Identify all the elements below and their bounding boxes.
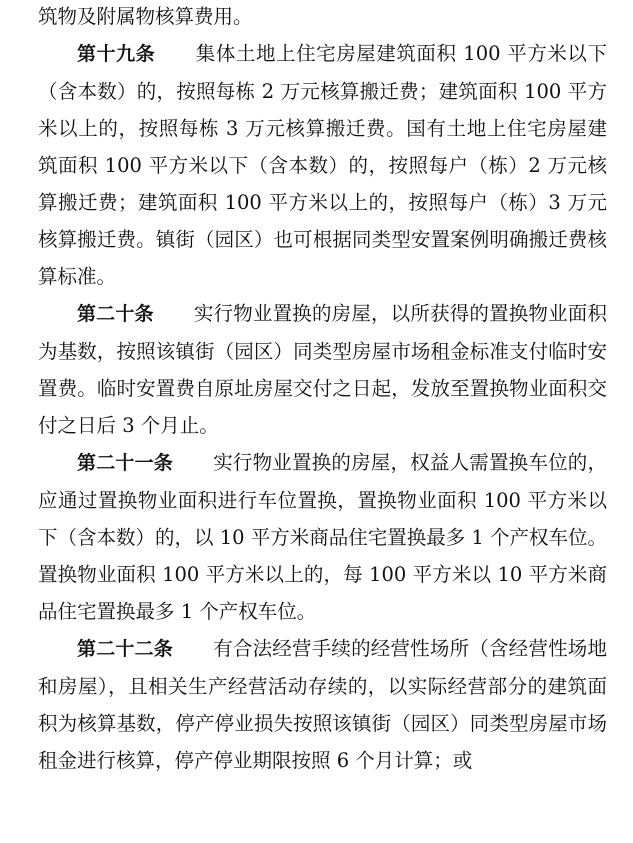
article-19-heading: 第十九条 <box>77 43 156 65</box>
article-22-text: 有合法经营手续的经营性场所（含经营性场地和房屋），且相关生产经营活动存续的，以实际经营部分的建筑面积为核算基数，停产停业损失按照该镇街（园区）同类型房屋市场租金进行核算，停产停业期限按照 6 个月计算；或 <box>38 637 607 772</box>
article-20-paragraph <box>38 295 607 444</box>
article-20-text: 实行物业置换的房屋，以所获得的置换物业面积为基数，按照该镇街（园区）同类型房屋市场租金标准支付临时安置费。临时安置费自原址房屋交付之日起，发放至置换物业面积交付之日后 3 个月止。 <box>38 302 607 437</box>
article-21-text: 实行物业置换的房屋，权益人需置换车位的，应通过置换物业面积进行车位置换，置换物业面积 100 平方米以下（含本数）的，以 10 平方米商品住宅置换最多 1 个产权车位。置换物业面积 100 平方米以上的，每 100 平方米以 10 平方米商品住宅置换最多 1 个产权车位。 <box>38 451 608 623</box>
article-19-paragraph <box>38 35 607 295</box>
article-21-paragraph <box>38 444 607 630</box>
article-20-heading: 第二十条 <box>77 303 154 325</box>
article-22-paragraph <box>38 630 607 779</box>
article-22-heading: 第二十二条 <box>77 638 173 660</box>
paragraph-continuation <box>38 0 607 35</box>
paragraph-text: 筑物及附属物核算费用。 <box>38 5 253 28</box>
article-19-text: 集体土地上住宅房屋建筑面积 100 平方米以下（含本数）的，按照每栋 2 万元核算搬迁费；建筑面积 100 平方米以上的，按照每栋 3 万元核算搬迁费。国有土地上住宅房屋建筑面积 100 平方米以下（含本数）的，按照每户（栋）2 万元核算搬迁费；建筑面积 100 平方米以上的，按照每户（栋）3 万元核算搬迁费。镇街（园区）也可根据同类型安置案例明确搬迁费核算标准。 <box>38 42 607 288</box>
article-21-heading: 第二十一条 <box>77 452 173 474</box>
